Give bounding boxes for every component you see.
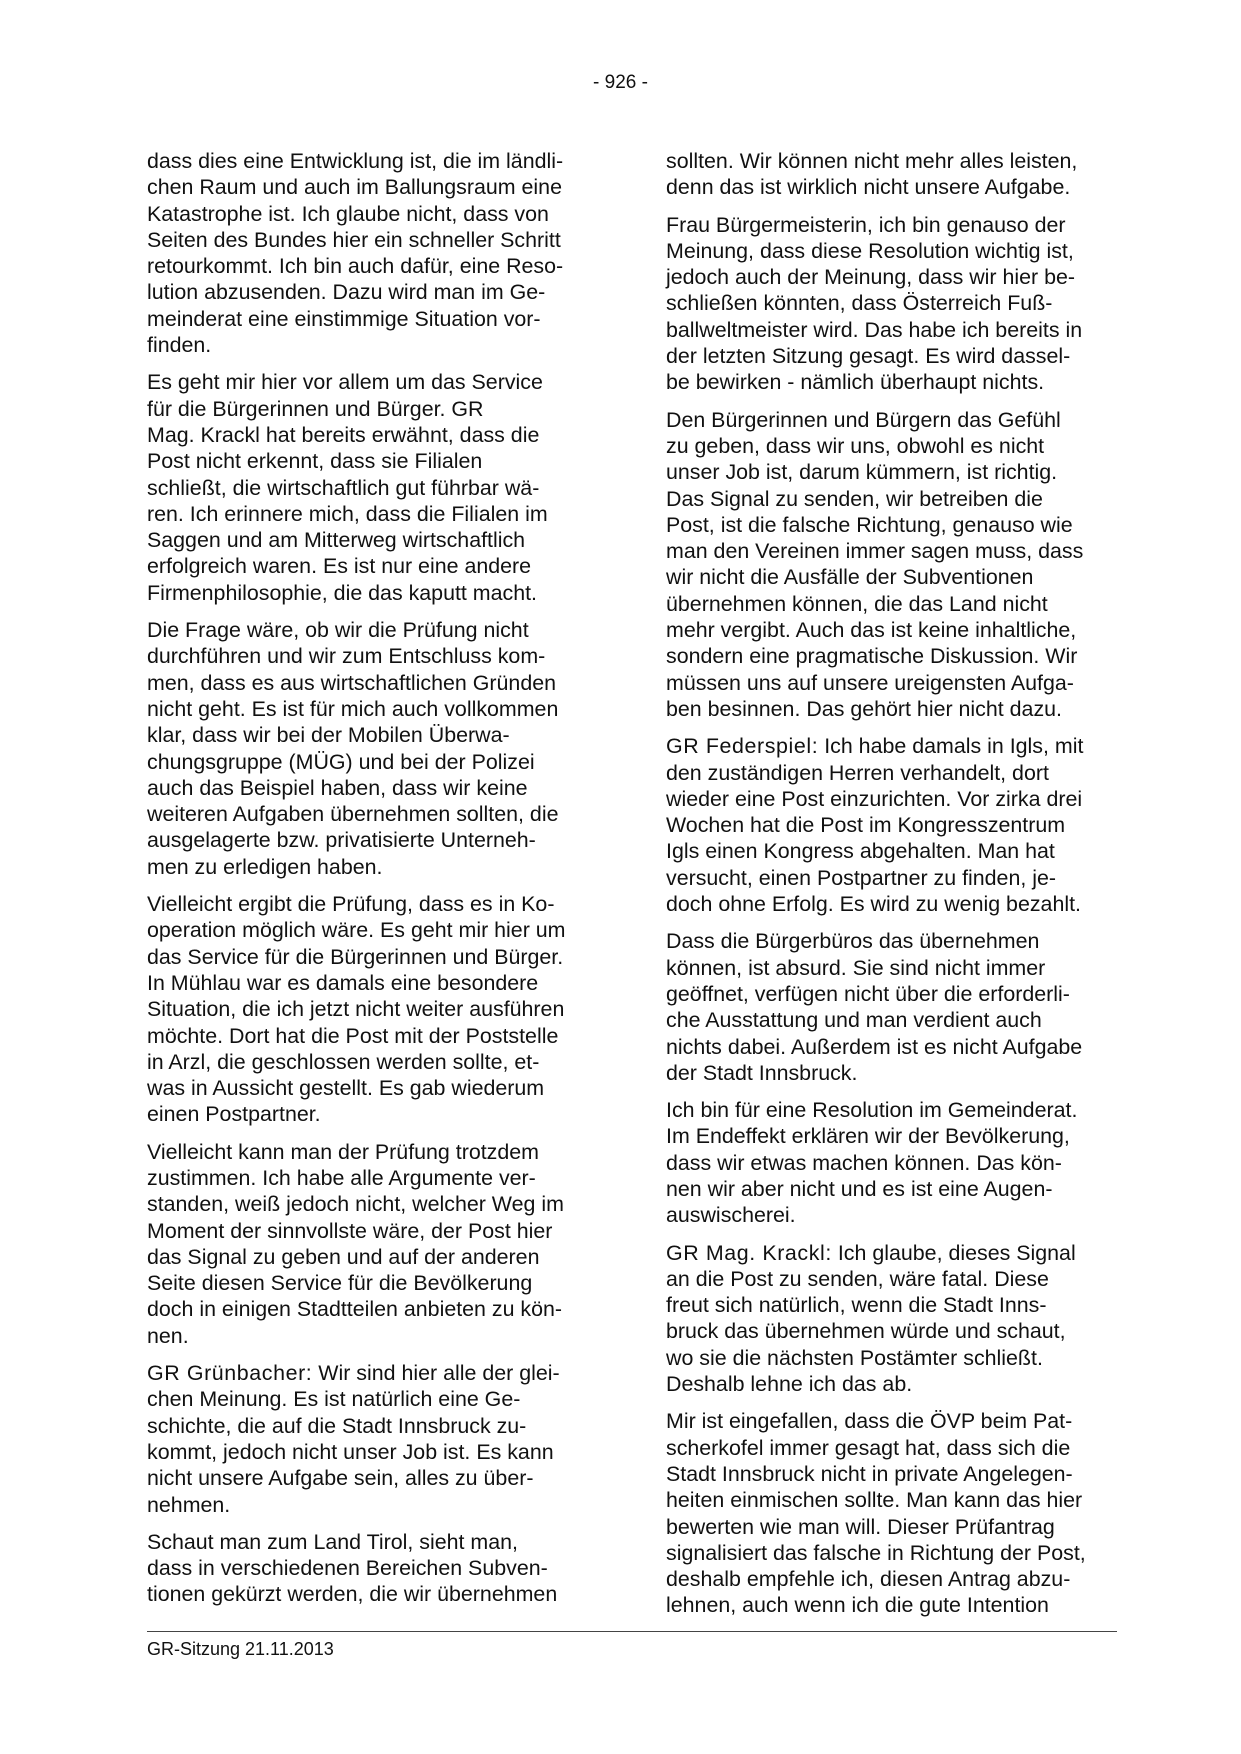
text-line: schichte, die auf die Stadt Innsbruck zu- (147, 1413, 527, 1438)
paragraph (666, 928, 1116, 1086)
paragraph (666, 1097, 1116, 1228)
text-line: Moment der sinnvollste wäre, der Post hier (147, 1218, 553, 1243)
text-line: deshalb empfehle ich, diesen Antrag abzu- (666, 1567, 1071, 1592)
text-line: scherkofel immer gesagt hat, dass sich die (666, 1435, 1071, 1460)
text-line: weiteren Aufgaben übernehmen sollten, die (147, 802, 559, 827)
text-line: Situation, die ich jetzt nicht weiter ausführen (147, 997, 565, 1022)
paragraph-speech (147, 1360, 597, 1518)
text-line: sollten. Wir können nicht mehr alles leisten, (666, 149, 1078, 173)
text-line: denn das ist wirklich nicht unsere Aufgabe. (666, 175, 1071, 200)
text-line: nehmen. (147, 1492, 231, 1517)
text-line: bewerten wie man will. Dieser Prüfantrag (666, 1514, 1055, 1539)
text-line: einen Postpartner. (147, 1102, 321, 1127)
text-line: men zu erledigen haben. (147, 854, 383, 879)
page-number: - 926 - (593, 72, 648, 93)
text-line: versucht, einen Postpartner zu finden, je- (666, 865, 1057, 890)
text-line: erfolgreich waren. Es ist nur eine andere (147, 554, 532, 579)
text-line: zustimmen. Ich habe alle Argumente ver- (147, 1165, 536, 1190)
speaker-name: GR Federspiel: (666, 734, 819, 759)
text-line: nen wir aber nicht und es ist eine Augen- (666, 1176, 1053, 1201)
left-column (147, 148, 597, 1619)
text-line: Seite diesen Service für die Bevölkerung (147, 1271, 533, 1296)
text-line: geöffnet, verfügen nicht über die erforderli- (666, 981, 1070, 1006)
text-line: chungsgruppe (MÜG) und bei der Polizei (147, 749, 535, 774)
text-line: ausgelagerte bzw. privatisierte Unterneh- (147, 828, 536, 853)
paragraph (666, 1408, 1116, 1618)
text-line: nen. (147, 1323, 189, 1348)
text-line: Ich bin für eine Resolution im Gemeinderat. (666, 1098, 1078, 1123)
text-line: schließt, die wirtschaftlich gut führbar wä- (147, 475, 540, 500)
text-line: an die Post zu senden, wäre fatal. Diese (666, 1266, 1049, 1291)
text-line: den zuständigen Herren verhandelt, dort (666, 760, 1049, 785)
text-line: auch das Beispiel haben, dass wir keine (147, 775, 528, 800)
text-line: be bewirken - nämlich überhaupt nichts. (666, 370, 1045, 395)
text-line: In Mühlau war es damals eine besondere (147, 970, 539, 995)
text-line: meinderat eine einstimmige Situation vor- (147, 306, 541, 331)
text-line: der Stadt Innsbruck. (666, 1060, 858, 1085)
text-line: Im Endeffekt erklären wir der Bevölkerung, (666, 1124, 1070, 1149)
text-line: Wochen hat die Post im Kongresszentrum (666, 813, 1066, 838)
text-line: bruck das übernehmen würde und schaut, (666, 1319, 1066, 1344)
text-line: dass in verschiedenen Bereichen Subven- (147, 1556, 548, 1581)
paragraph (147, 369, 597, 606)
paragraph (147, 1529, 597, 1608)
text-line: Vielleicht ergibt die Prüfung, dass es in Ko- (147, 892, 555, 917)
paragraph (147, 617, 597, 880)
text-line: das Service für die Bürgerinnen und Bürger. (147, 944, 564, 969)
text-line: nicht unsere Aufgabe sein, alles zu über- (147, 1466, 534, 1491)
text-line: lution abzusenden. Dazu wird man im Ge- (147, 280, 546, 305)
text-line: Deshalb lehne ich das ab. (666, 1372, 913, 1397)
text-line: nicht geht. Es ist für mich auch vollkommen (147, 696, 559, 721)
text-line: che Ausstattung und man verdient auch (666, 1008, 1042, 1033)
text-line: was in Aussicht gestellt. Es gab wiederum (147, 1076, 545, 1101)
text-line: unser Job ist, darum kümmern, ist richtig. (666, 460, 1058, 485)
text-line: Ich glaube, dieses Signal (837, 1240, 1076, 1265)
text-line: Seiten des Bundes hier ein schneller Schritt (147, 227, 561, 252)
text-line: können, ist absurd. Sie sind nicht immer (666, 955, 1046, 980)
text-line: wieder eine Post einzurichten. Vor zirka drei (666, 786, 1083, 811)
text-line: zu geben, dass wir uns, obwohl es nicht (666, 433, 1045, 458)
text-line: das Signal zu geben und auf der anderen (147, 1244, 540, 1269)
text-line: retourkommt. Ich bin auch dafür, eine Reso- (147, 254, 564, 279)
footer-session-date: GR-Sitzung 21.11.2013 (147, 1639, 334, 1659)
text-line: Dass die Bürgerbüros das übernehmen (666, 929, 1040, 954)
text-line: ben besinnen. Das gehört hier nicht dazu. (666, 696, 1062, 721)
paragraph-speech (666, 733, 1116, 917)
text-line: wo sie die nächsten Postämter schließt. (666, 1345, 1043, 1370)
text-line: Es geht mir hier vor allem um das Service (147, 370, 543, 395)
right-column (666, 148, 1116, 1630)
text-line: Firmenphilosophie, die das kaputt macht. (147, 580, 537, 605)
text-line: Meinung, dass diese Resolution wichtig ist, (666, 238, 1074, 263)
text-line: dass dies eine Entwicklung ist, die im ländli- (147, 149, 564, 173)
text-line: in Arzl, die geschlossen werden sollte, et- (147, 1049, 540, 1074)
text-line: chen Meinung. Es ist natürlich eine Ge- (147, 1387, 521, 1412)
text-line: für die Bürgerinnen und Bürger. GR (147, 396, 484, 421)
text-line: operation möglich wäre. Es geht mir hier um (147, 918, 566, 943)
text-line: ren. Ich erinnere mich, dass die Filialen im (147, 501, 548, 526)
text-line: Saggen und am Mitterweg wirtschaftlich (147, 528, 526, 553)
text-line: Die Frage wäre, ob wir die Prüfung nicht (147, 618, 529, 643)
text-line: kommt, jedoch nicht unser Job ist. Es kann (147, 1439, 554, 1464)
text-line: Das Signal zu senden, wir betreiben die (666, 486, 1043, 511)
text-line: Post nicht erkennt, dass sie Filialen (147, 449, 483, 474)
text-line: doch in einigen Stadtteilen anbieten zu kön- (147, 1297, 563, 1322)
text-line: chen Raum und auch im Ballungsraum eine (147, 175, 562, 200)
text-line: übernehmen können, die das Land nicht (666, 591, 1048, 616)
text-line: müssen uns auf unsere ureigensten Aufga- (666, 670, 1074, 695)
text-line: sondern eine pragmatische Diskussion. Wir (666, 644, 1078, 669)
text-line: finden. (147, 333, 212, 358)
speaker-name: GR Grünbacher: (147, 1361, 313, 1386)
text-line: auswischerei. (666, 1203, 796, 1228)
text-line: Mag. Krackl hat bereits erwähnt, dass die (147, 422, 540, 447)
text-line: Stadt Innsbruck nicht in private Angelegen- (666, 1461, 1073, 1486)
text-line: Katastrophe ist. Ich glaube nicht, dass von (147, 201, 549, 226)
paragraph (666, 407, 1116, 723)
footer-divider (147, 1631, 1117, 1632)
text-line: men, dass es aus wirtschaftlichen Gründen (147, 670, 557, 695)
paragraph (147, 891, 597, 1128)
speaker-name: GR Mag. Krackl: (666, 1240, 832, 1265)
text-line: jedoch auch der Meinung, dass wir hier be- (666, 265, 1076, 290)
text-line: doch ohne Erfolg. Es wird zu wenig bezahlt. (666, 892, 1081, 917)
text-line: Frau Bürgermeisterin, ich bin genauso der (666, 212, 1066, 237)
text-line: Post, ist die falsche Richtung, genauso wie (666, 512, 1073, 537)
text-line: ballweltmeister wird. Das habe ich bereits in (666, 317, 1083, 342)
text-line: Mir ist eingefallen, dass die ÖVP beim Pat- (666, 1409, 1073, 1434)
text-line: signalisiert das falsche in Richtung der Post, (666, 1540, 1086, 1565)
text-line: freut sich natürlich, wenn die Stadt Inns- (666, 1293, 1047, 1318)
text-line: Wir sind hier alle der glei- (318, 1361, 560, 1386)
text-line: heiten einmischen sollte. Man kann das hier (666, 1488, 1083, 1513)
text-line: klar, dass wir bei der Mobilen Überwa- (147, 723, 510, 748)
text-line: mehr vergibt. Auch das ist keine inhaltliche, (666, 618, 1077, 643)
text-line: Den Bürgerinnen und Bürgern das Gefühl (666, 407, 1061, 432)
text-line: lehnen, auch wenn ich die gute Intention (666, 1593, 1049, 1618)
text-line: standen, weiß jedoch nicht, welcher Weg im (147, 1192, 564, 1217)
paragraph (666, 212, 1116, 396)
text-line: der letzten Sitzung gesagt. Es wird dassel- (666, 344, 1071, 369)
text-line: Schaut man zum Land Tirol, sieht man, (147, 1529, 518, 1554)
text-line: möchte. Dort hat die Post mit der Poststelle (147, 1023, 559, 1048)
text-line: wir nicht die Ausfälle der Subventionen (666, 565, 1034, 590)
text-line: nichts dabei. Außerdem ist es nicht Aufgabe (666, 1034, 1083, 1059)
paragraph (666, 148, 1116, 201)
paragraph-speech (666, 1240, 1116, 1398)
text-line: Igls einen Kongress abgehalten. Man hat (666, 839, 1055, 864)
text-line: Ich habe damals in Igls, mit (824, 734, 1084, 759)
text-line: tionen gekürzt werden, die wir übernehmen (147, 1582, 558, 1607)
paragraph (147, 1139, 597, 1349)
text-line: schließen könnten, dass Österreich Fuß- (666, 291, 1053, 316)
text-line: Vielleicht kann man der Prüfung trotzdem (147, 1139, 539, 1164)
text-line: man den Vereinen immer sagen muss, dass (666, 539, 1084, 564)
paragraph (147, 148, 597, 358)
text-line: dass wir etwas machen können. Das kön- (666, 1150, 1062, 1175)
text-line: durchführen und wir zum Entschluss kom- (147, 644, 546, 669)
